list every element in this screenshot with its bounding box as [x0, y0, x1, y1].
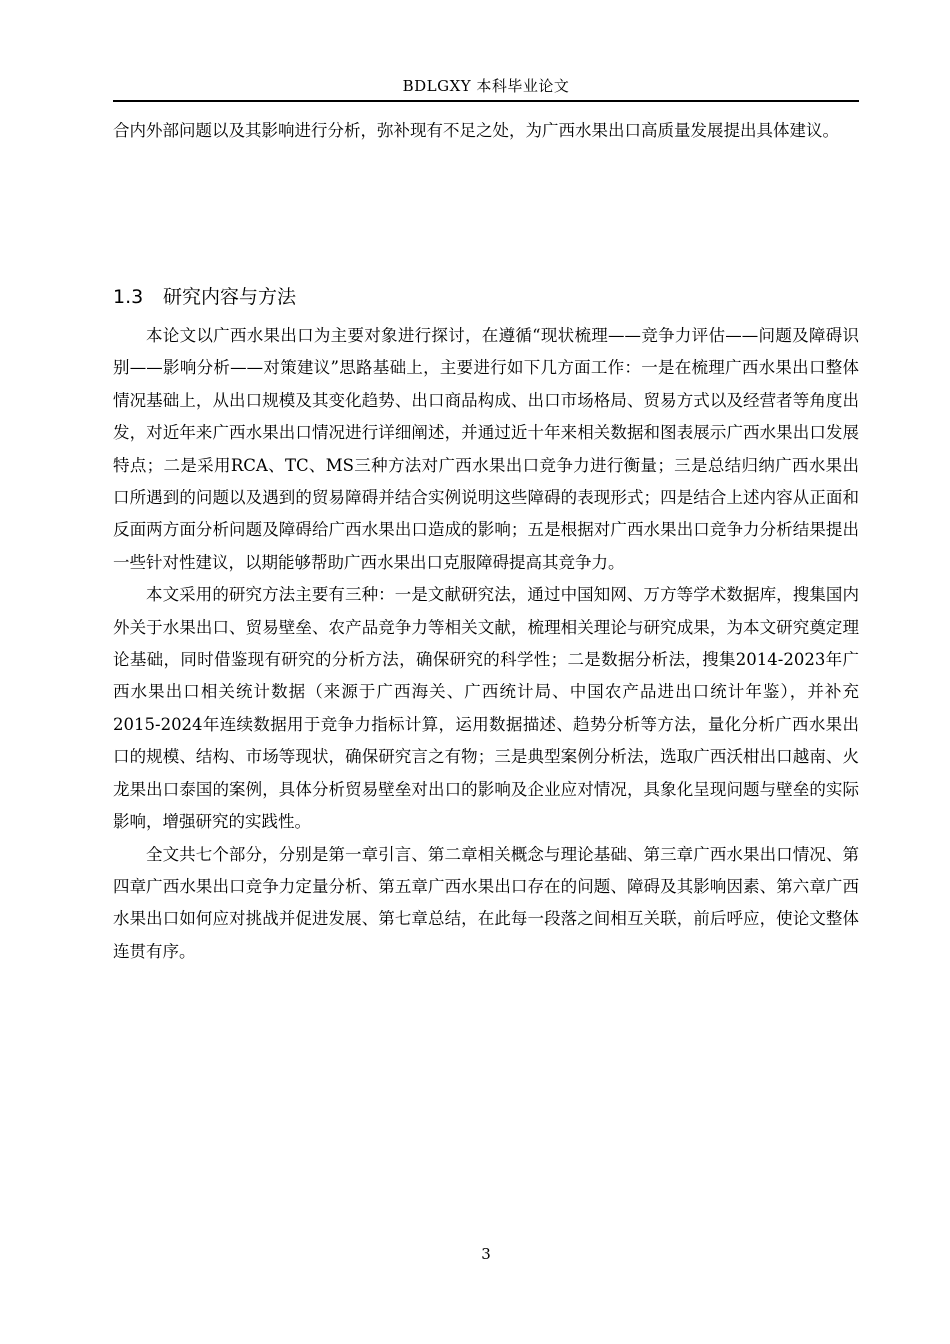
- continuation-paragraph: [113, 115, 859, 147]
- section-body: [113, 320, 859, 968]
- paragraph-research-content: 本论文以广西水果出口为主要对象进行探讨，在遵循“现状梳理——竞争力评估——问题及障碍识别——影响分析——对策建议”思路基础上，主要进行如下几方面工作：一是在梳理广西水果出口整体情况基础上，从出口规模及其变化趋势、出口商品构成、出口市场格局、贸易方式以及经营者等角度出发，对近年来广西水果出口情况进行详细阐述，并通过近十年来相关数据和图表展示广西水果出口发展特点；二是采用RCA、TC、MS三种方法对广西水果出口竞争力进行衡量；三是总结归纳广西水果出口所遇到的问题以及遇到的贸易障碍并结合实例说明这些障碍的表现形式；四是结合上述内容从正面和反面两方面分析问题及障碍给广西水果出口造成的影响；五是根据对广西水果出口竞争力分析结果提出一些针对性建议，以期能够帮助广西水果出口克服障碍提高其竞争力。: [113, 326, 859, 572]
- section-number: 1.3: [113, 286, 144, 308]
- section-title: 研究内容与方法: [163, 286, 297, 308]
- paragraph-research-methods: 本文采用的研究方法主要有三种：一是文献研究法，通过中国知网、万方等学术数据库，搜集国内外关于水果出口、贸易壁垒、农产品竞争力等相关文献，梳理相关理论与研究成果，为本文研究奠定理论基础，同时借鉴现有研究的分析方法，确保研究的科学性；二是数据分析法，搜集2014-2023年广西水果出口相关统计数据（来源于广西海关、广西统计局、中国农产品进出口统计年鉴），并补充2015-2024年连续数据用于竞争力指标计算，运用数据描述、趋势分析等方法，量化分析广西水果出口的规模、结构、市场等现状，确保研究言之有物；三是典型案例分析法，选取广西沃柑出口越南、火龙果出口泰国的案例，具体分析贸易壁垒对出口的影响及企业应对情况，具象化呈现问题与壁垒的实际影响，增强研究的实践性。: [113, 585, 859, 832]
- page-number: 3: [481, 1245, 491, 1263]
- header-rule: [113, 100, 859, 102]
- section-heading: [113, 280, 859, 314]
- paragraph-structure: 全文共七个部分，分别是第一章引言、第二章相关概念与理论基础、第三章广西水果出口情况、第四章广西水果出口竞争力定量分析、第五章广西水果出口存在的问题、障碍及其影响因素、第六章广西水果出口如何应对挑战并促进发展、第七章总结，在此每一段落之间相互关联，前后呼应，使论文整体连贯有序。: [113, 844, 859, 961]
- running-header: BDLGXY 本科毕业论文: [402, 77, 570, 95]
- continuation-text: 合内外部问题以及其影响进行分析，弥补现有不足之处，为广西水果出口高质量发展提出具体建议。: [113, 121, 839, 140]
